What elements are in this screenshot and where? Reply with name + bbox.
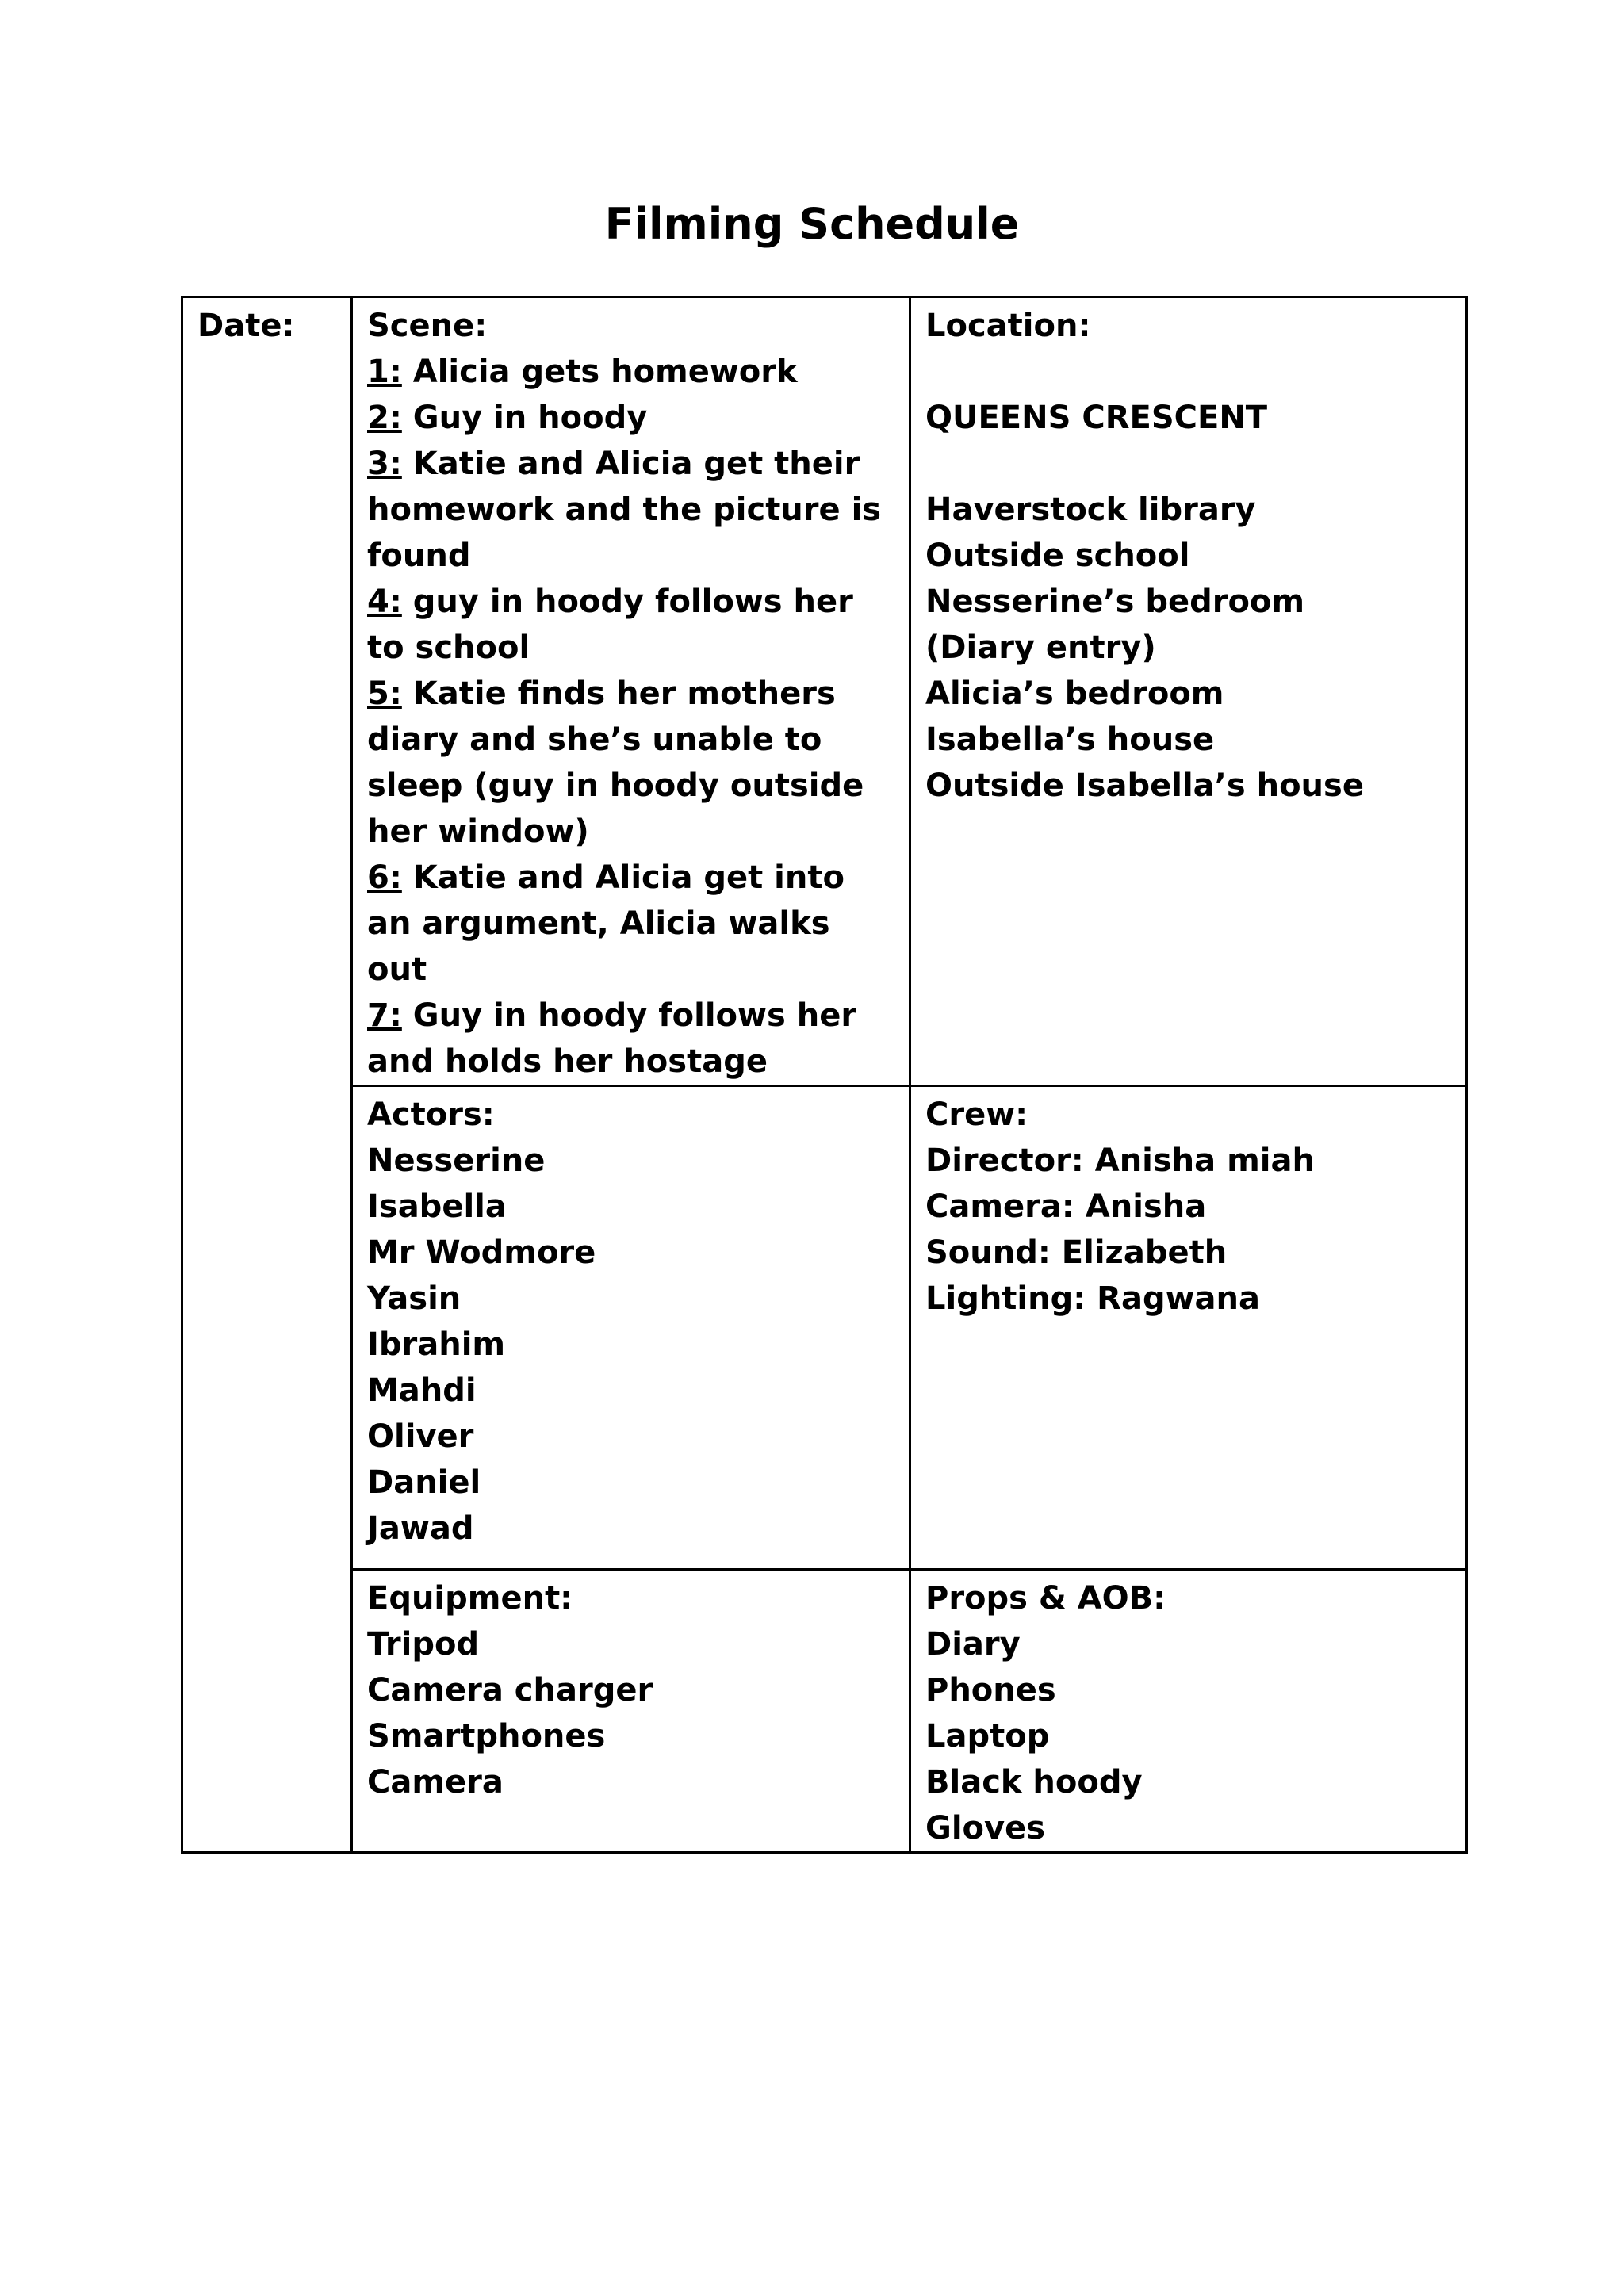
actor-item: Mr Wodmore bbox=[367, 1234, 596, 1271]
props-cell bbox=[910, 1570, 1467, 1853]
scene-number: 7: bbox=[367, 997, 402, 1034]
actor-item: Ibrahim bbox=[367, 1326, 506, 1363]
crew-label: Crew: bbox=[925, 1096, 1028, 1133]
scene-number: 3: bbox=[367, 446, 402, 482]
scene-text: Katie finds her mothers diary and she’s unable to sleep (guy in hoody outside her window) bbox=[367, 675, 864, 850]
scene-label: Scene: bbox=[367, 308, 488, 344]
prop-item: Phones bbox=[925, 1672, 1056, 1709]
props-label: Props & AOB: bbox=[925, 1580, 1166, 1617]
scene-number: 2: bbox=[367, 400, 402, 436]
prop-item: Black hoody bbox=[925, 1764, 1143, 1800]
actors-label: Actors: bbox=[367, 1096, 495, 1133]
spacer bbox=[925, 441, 1451, 487]
location-cell bbox=[910, 297, 1467, 1086]
actor-item: Yasin bbox=[367, 1280, 462, 1317]
location-item: (Diary entry) bbox=[925, 629, 1156, 666]
scene-text: guy in hoody follows her to school bbox=[367, 584, 853, 666]
spacer bbox=[925, 349, 1451, 395]
crew-item: Director: Anisha miah bbox=[925, 1142, 1315, 1179]
scene-number: 1: bbox=[367, 354, 402, 390]
location-item: Outside Isabella’s house bbox=[925, 767, 1364, 804]
location-label: Location: bbox=[925, 308, 1091, 344]
scene-number: 4: bbox=[367, 584, 402, 620]
page-title: Filming Schedule bbox=[604, 199, 1020, 249]
equipment-item: Camera charger bbox=[367, 1672, 653, 1709]
equipment-item: Tripod bbox=[367, 1626, 480, 1663]
scene-text: Alicia gets homework bbox=[401, 354, 798, 390]
equipment-label: Equipment: bbox=[367, 1580, 573, 1617]
location-item: Nesserine’s bedroom bbox=[925, 584, 1305, 620]
scene-number: 6: bbox=[367, 859, 402, 896]
actor-item: Daniel bbox=[367, 1464, 481, 1501]
actors-cell bbox=[352, 1086, 910, 1570]
scene-text: Katie and Alicia get into an argument, Alicia walks out bbox=[367, 859, 845, 988]
scene-text: Katie and Alicia get their homework and the picture is found bbox=[367, 446, 882, 574]
equipment-cell bbox=[352, 1570, 910, 1853]
schedule-table bbox=[181, 296, 1468, 1854]
scene-item bbox=[367, 441, 894, 579]
actor-item: Jawad bbox=[367, 1510, 474, 1547]
location-main: QUEENS CRESCENT bbox=[925, 400, 1268, 436]
scene-item bbox=[367, 993, 894, 1085]
table-row bbox=[182, 297, 1467, 1086]
table-row bbox=[182, 1570, 1467, 1853]
crew-cell bbox=[910, 1086, 1467, 1570]
prop-item: Diary bbox=[925, 1626, 1021, 1663]
date-label: Date: bbox=[197, 308, 295, 344]
prop-item: Laptop bbox=[925, 1718, 1050, 1755]
table-row bbox=[182, 1086, 1467, 1570]
scene-item bbox=[367, 349, 894, 395]
scene-item bbox=[367, 579, 894, 671]
equipment-item: Smartphones bbox=[367, 1718, 606, 1755]
location-item: Alicia’s bedroom bbox=[925, 675, 1224, 712]
scene-text: Guy in hoody follows her and holds her hostage bbox=[367, 997, 857, 1080]
actor-item: Mahdi bbox=[367, 1372, 477, 1409]
location-item: Isabella’s house bbox=[925, 721, 1215, 758]
crew-item: Sound: Elizabeth bbox=[925, 1234, 1228, 1271]
scene-item bbox=[367, 395, 894, 441]
scene-item bbox=[367, 855, 894, 993]
scene-text: Guy in hoody bbox=[401, 400, 648, 436]
prop-item: Gloves bbox=[925, 1810, 1046, 1846]
scene-item bbox=[367, 671, 894, 855]
actor-item: Nesserine bbox=[367, 1142, 546, 1179]
equipment-item: Camera bbox=[367, 1764, 504, 1800]
scene-cell bbox=[352, 297, 910, 1086]
scene-number: 5: bbox=[367, 675, 402, 712]
actor-item: Isabella bbox=[367, 1188, 507, 1225]
crew-item: Camera: Anisha bbox=[925, 1188, 1207, 1225]
crew-item: Lighting: Ragwana bbox=[925, 1280, 1261, 1317]
actor-item: Oliver bbox=[367, 1418, 474, 1455]
location-item: Outside school bbox=[925, 538, 1190, 574]
location-item: Haverstock library bbox=[925, 492, 1256, 528]
date-cell bbox=[182, 297, 352, 1853]
